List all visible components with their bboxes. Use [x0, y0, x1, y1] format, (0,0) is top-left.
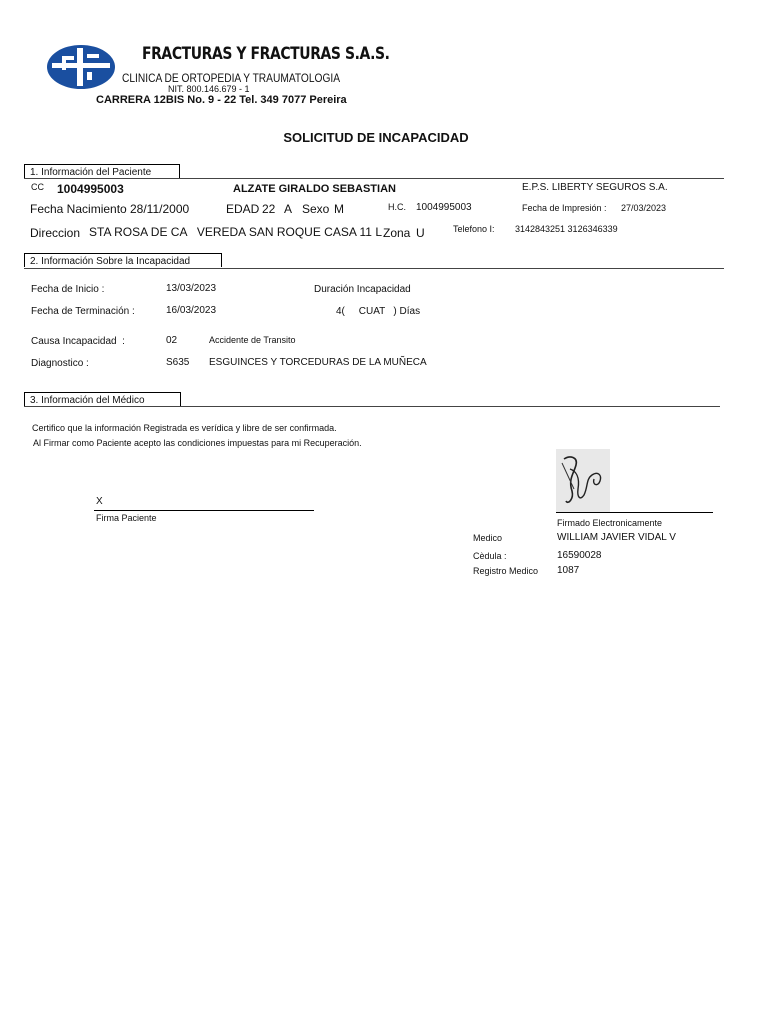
print-date-label: Fecha de Impresión : — [522, 203, 607, 213]
duration-label: Duración Incapacidad — [314, 284, 411, 295]
sex-label: Sexo — [302, 202, 330, 216]
company-address: CARRERA 12BIS No. 9 - 22 Tel. 349 7077 Pereira — [96, 94, 347, 106]
birth-label: Fecha Nacimiento — [30, 202, 127, 216]
age-unit: A — [284, 202, 293, 216]
cc-label: CC — [31, 182, 44, 192]
zone-label: Zona — [383, 226, 411, 240]
handwritten-signature-icon — [556, 449, 610, 512]
hc-label: H.C. — [388, 202, 406, 212]
patient-name: ALZATE GIRALDO SEBASTIAN — [233, 183, 396, 195]
doctor-signature-image — [556, 449, 610, 512]
company-logo — [46, 44, 116, 90]
document-title: SOLICITUD DE INCAPACIDAD — [283, 130, 469, 145]
doctor-id-label: Cèdula : — [473, 551, 507, 561]
eps-value: E.P.S. LIBERTY SEGUROS S.A. — [522, 182, 668, 193]
diagnosis-code: S635 — [166, 357, 190, 368]
end-date-value: 16/03/2023 — [166, 305, 217, 316]
electronic-signature-label: Firmado Electronicamente — [557, 518, 663, 528]
doctor-name: WILLIAM JAVIER VIDAL V — [557, 532, 676, 543]
section-patient-title: 1. Información del Paciente — [30, 167, 152, 178]
section-divider — [24, 178, 724, 179]
patient-signature-line — [94, 510, 314, 511]
birth-value: 28/11/2000 — [130, 202, 190, 216]
sex-value: M — [334, 202, 344, 216]
diagnosis-text: ESGUINCES Y TORCEDURAS DE LA MUÑECA — [209, 357, 427, 368]
section-divider — [24, 268, 724, 269]
logo-emblem-icon — [46, 44, 116, 90]
age-label: EDAD — [226, 202, 260, 216]
doctor-signature-line — [556, 512, 713, 513]
phone-value: 3142843251 3126346339 — [515, 224, 618, 234]
certification-line-1: Certifico que la información Registrada es verídica y libre de ser confirmada. — [32, 423, 337, 433]
doctor-label: Medico — [473, 533, 503, 543]
section-patient-header — [24, 164, 180, 178]
registry-value: 1087 — [557, 565, 580, 576]
company-name: FRACTURAS Y FRACTURAS S.A.S. — [142, 44, 390, 64]
address-value: STA ROSA DE CA VEREDA SAN ROQUE CASA 11 L — [89, 225, 382, 239]
start-date-value: 13/03/2023 — [166, 283, 217, 294]
zone-value: U — [416, 226, 425, 240]
start-date-label: Fecha de Inicio : — [31, 284, 105, 295]
hc-value: 1004995003 — [416, 202, 472, 213]
section-divider — [24, 406, 720, 407]
diagnosis-label: Diagnostico : — [31, 358, 89, 369]
section-doctor-title: 3. Información del Médico — [30, 395, 145, 406]
section-incapacity-title: 2. Información Sobre la Incapacidad — [30, 256, 191, 267]
company-subtitle: CLINICA DE ORTOPEDIA Y TRAUMATOLOGIA — [122, 71, 341, 85]
cause-label: Causa Incapacidad : — [31, 336, 125, 347]
company-nit: NIT. 800.146.679 - 1 — [168, 84, 250, 94]
end-date-label: Fecha de Terminación : — [31, 306, 135, 317]
print-date-value: 27/03/2023 — [621, 203, 667, 213]
doctor-id-value: 16590028 — [557, 550, 602, 561]
patient-signature-label: Firma Paciente — [96, 513, 157, 523]
age-value: 22 — [262, 202, 276, 216]
patient-signature-mark: X — [96, 496, 103, 507]
duration-value: 4( CUAT ) Días — [336, 306, 421, 317]
registry-label: Registro Medico — [473, 566, 539, 576]
phone-label: Telefono I: — [453, 224, 495, 234]
cause-text: Accidente de Transito — [209, 335, 296, 345]
certification-line-2: Al Firmar como Paciente acepto las condiciones impuestas para mi Recuperación. — [31, 438, 362, 448]
address-label: Direccion — [30, 226, 81, 240]
cause-code: 02 — [166, 335, 178, 346]
section-incapacity-header — [24, 253, 222, 267]
cc-value: 1004995003 — [57, 182, 124, 196]
section-doctor-header — [24, 392, 181, 406]
